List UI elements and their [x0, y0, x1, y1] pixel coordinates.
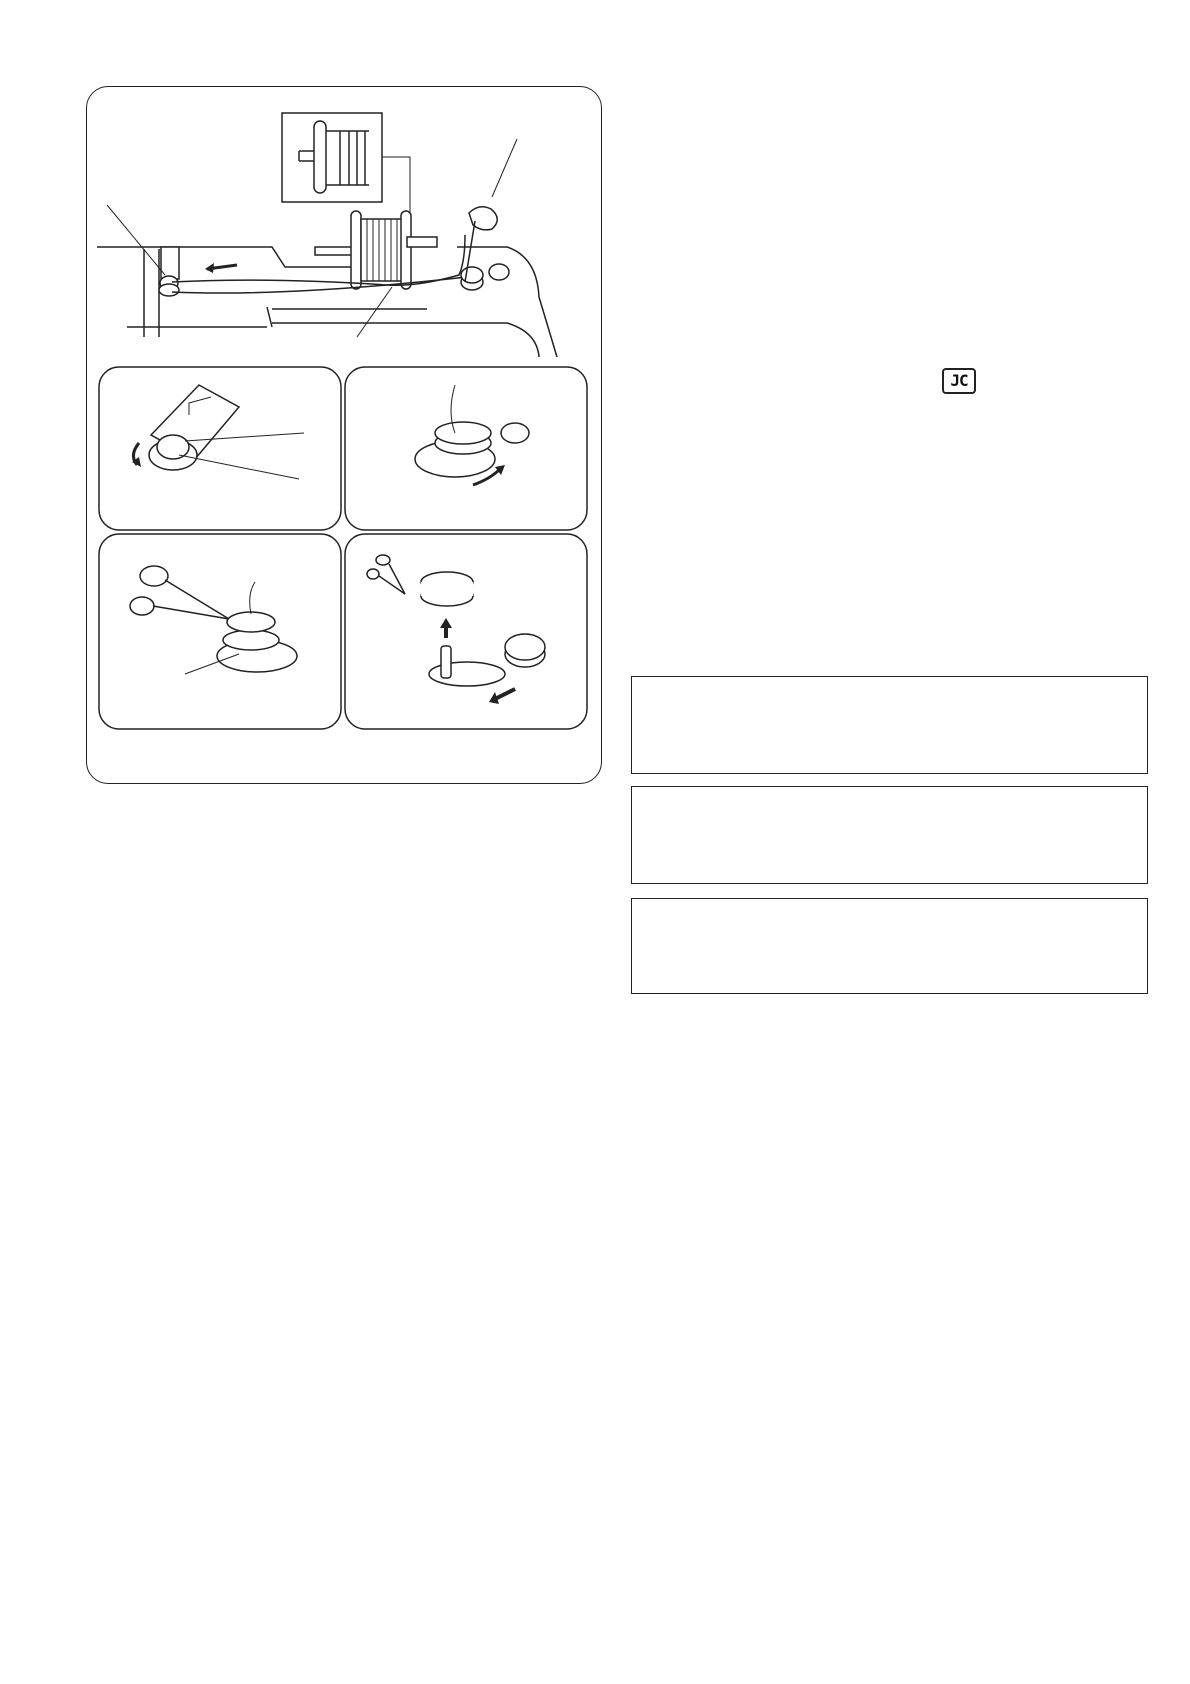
thread-path-lower — [172, 277, 467, 293]
spool-inset-box — [282, 113, 382, 202]
step-panel-winder-tension-disc — [99, 367, 341, 530]
step-panel-cut-thread-tail — [99, 534, 341, 729]
step-panel-remove-bobbin — [345, 534, 587, 729]
note-box-2 — [631, 786, 1148, 884]
illustration-frame — [86, 86, 602, 784]
bobbin-winder-spindle — [461, 264, 509, 290]
spool-of-thread — [315, 211, 437, 289]
step-panel-bobbin-on-spindle — [345, 367, 587, 530]
note-box-1 — [631, 676, 1148, 774]
note-box-3 — [631, 898, 1148, 994]
display-symbol: JC — [942, 368, 976, 394]
bobbin-winding-diagram — [87, 87, 603, 785]
